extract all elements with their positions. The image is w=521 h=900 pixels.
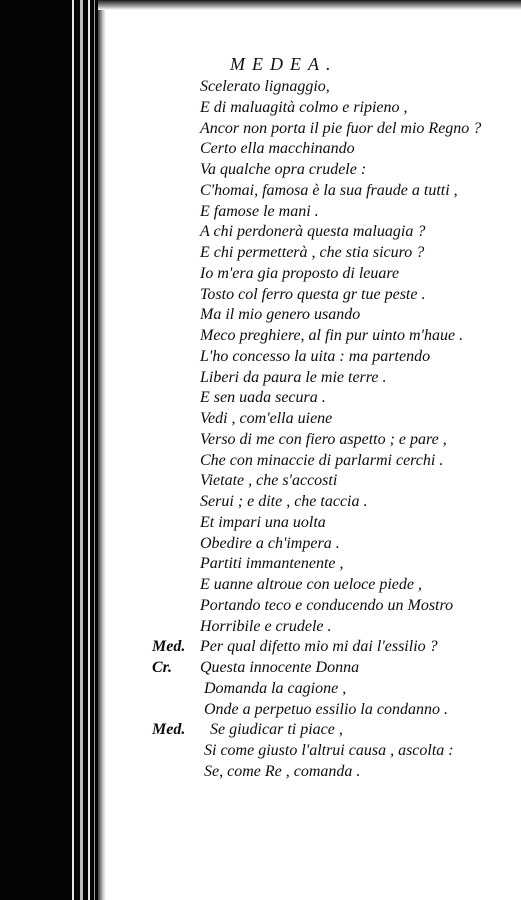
verse-text: Et impari una uolta <box>200 513 326 531</box>
verse-text: Che con minaccie di parlarmi cerchi . <box>200 451 444 469</box>
speaker-label: Med. <box>152 721 186 739</box>
verse-line <box>152 202 512 223</box>
verse-line <box>152 98 512 119</box>
verse-text: Serui ; e dite , che taccia . <box>200 493 368 510</box>
verse-text: L'ho concesso la uita : ma partendo <box>200 347 431 365</box>
verse-line <box>152 471 512 492</box>
speaker-label: Med. <box>152 638 186 656</box>
verse-text: Obedire a ch'impera . <box>200 534 340 552</box>
verse-text: E famose le mani . <box>200 202 319 220</box>
verse-line <box>152 77 512 98</box>
verse-text: Vietate , che s'accosti <box>200 472 338 490</box>
verse-line <box>152 762 512 783</box>
verse-line <box>152 617 512 638</box>
verse-line <box>152 658 512 679</box>
verse-line <box>152 492 512 513</box>
verse-text: Partiti immantenente , <box>200 555 344 573</box>
binding-line <box>88 0 90 900</box>
verse-text: Ancor non porta il pie fuor del mio Regno ? <box>200 119 482 137</box>
verse-line <box>152 285 512 306</box>
verse-line <box>152 700 512 721</box>
verse-line <box>152 368 512 389</box>
verse-line <box>152 430 512 451</box>
verse-line <box>152 119 512 140</box>
verse-text: Horribile e crudele . <box>200 617 332 635</box>
verse-line <box>152 181 512 202</box>
verse-text: Va qualche opra crudele : <box>200 161 367 178</box>
verse-text: Onde a perpetuo essilio la condanno . <box>204 700 448 718</box>
verse-line <box>152 347 512 368</box>
verse-text: E chi permetterà , che stia sicuro ? <box>200 244 425 261</box>
page-edge-shadow <box>98 0 106 900</box>
verse-line <box>152 222 512 243</box>
verse-line <box>152 720 512 741</box>
verse-line <box>152 388 512 409</box>
verse-text: C'homai, famosa è la sua fraude a tutti , <box>200 181 458 199</box>
verse-text: Verso di me con fiero aspetto ; e pare , <box>200 430 447 448</box>
running-head: MEDEA. <box>230 54 338 74</box>
verse-text: E di maluagità colmo e ripieno , <box>200 98 408 116</box>
verse-text: Per qual difetto mio mi dai l'essilio ? <box>200 638 438 656</box>
verse-line <box>152 534 512 555</box>
verse-text: Se giudicar ti piace , <box>210 721 343 739</box>
verse-text: Ma il mio genero usando <box>200 306 361 324</box>
verse-line <box>152 326 512 347</box>
verse-line <box>152 409 512 430</box>
verse-line <box>152 451 512 472</box>
verse-line <box>152 554 512 575</box>
verse-text: Portando teco e conducendo un Mostro <box>200 596 454 614</box>
verse-line <box>152 160 512 181</box>
verse-block <box>152 77 512 783</box>
verse-line <box>152 679 512 700</box>
verse-line <box>152 741 512 762</box>
verse-text: Liberi da paura le mie terre . <box>200 368 387 386</box>
verse-line <box>152 575 512 596</box>
speaker-label: Cr. <box>152 659 173 676</box>
verse-text: Tosto col ferro questa gr tue peste . <box>200 285 426 303</box>
verse-text: Domanda la cagione , <box>204 679 347 697</box>
verse-text: Se, come Re , comanda . <box>204 762 361 780</box>
verse-text: E uanne altroue con ueloce piede , <box>200 576 422 593</box>
binding-line <box>94 0 95 900</box>
binding-line <box>72 0 74 900</box>
verse-text: Meco preghiere, al fin pur uinto m'haue . <box>200 327 464 344</box>
verse-line <box>152 305 512 326</box>
verse-text: Scelerato lignaggio, <box>200 78 330 95</box>
verse-text: Vedi , com'ella uiene <box>200 410 333 427</box>
verse-line <box>152 596 512 617</box>
verse-line <box>152 139 512 160</box>
verse-text: E sen uada secura . <box>200 389 326 407</box>
verse-text: Io m'era gia proposto di leuare <box>200 264 400 282</box>
verse-text: Si come giusto l'altrui causa , ascolta : <box>204 742 454 759</box>
verse-line <box>152 243 512 264</box>
verse-text: Questa innocente Donna <box>200 659 360 676</box>
verse-line <box>152 513 512 534</box>
verse-text: A chi perdonerà questa maluagia ? <box>200 223 426 241</box>
verse-line <box>152 264 512 285</box>
top-edge-shadow <box>98 0 521 10</box>
binding-line <box>80 0 83 900</box>
book-binding <box>0 0 98 900</box>
verse-text: Certo ella macchinando <box>200 140 355 158</box>
verse-line <box>152 637 512 658</box>
